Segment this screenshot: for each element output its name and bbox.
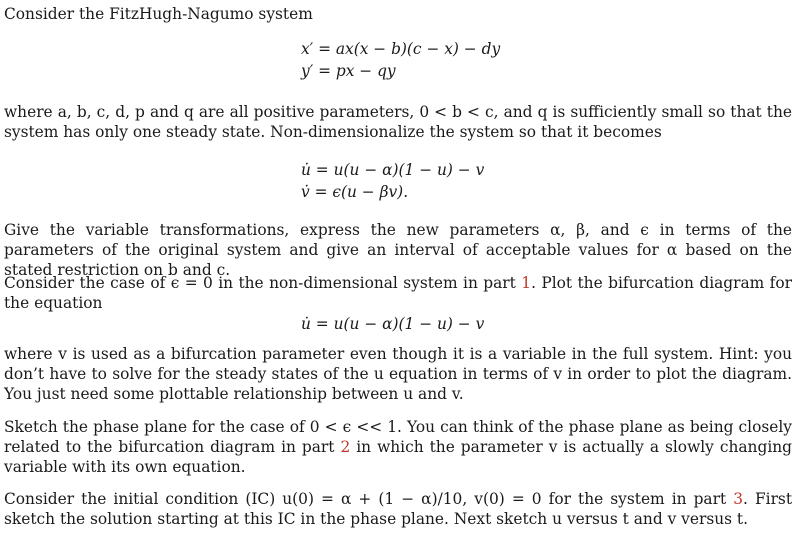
part2-reference-link[interactable]: 1 [521, 274, 532, 292]
nondim-equation-v: v̇ = ϵ(u − βv). [301, 183, 409, 201]
part4-reference-link[interactable]: 3 [733, 490, 744, 508]
part2-equation-block [301, 313, 484, 335]
nondim-equation-u: u̇ = u(u − α)(1 − u) − v [301, 161, 485, 179]
part2-text-b: . Plot the bifurcation diagram for the equation [4, 274, 792, 312]
part2-equation: u̇ = u(u − α)(1 − u) − v [301, 315, 485, 333]
where-text: where a, b, c, d, p and q are all positive parameters, 0 < b < c, and q is sufficiently small so that the system has only one steady state. Non-dimensionalize the system so that it becomes [4, 103, 792, 141]
part4-text-b: . First sketch the solution starting at this IC in the phase plane. Next sketch u versus t and v versus t. [4, 490, 793, 528]
part1-text: Give the variable transformations, express the new parameters α, β, and ϵ in terms of the parameters of the original system and give an interval of acceptable values for α based on the stated restriction on b and c. [4, 221, 792, 279]
part2-text [4, 273, 792, 313]
intro-text: Consider the FitzHugh-Nagumo system [4, 5, 313, 23]
part3-text [4, 417, 792, 477]
part4-text-a: Consider the initial condition (IC) u(0) = α + (1 − α)/10, v(0) = 0 for the system in part [4, 490, 734, 508]
part4-text [4, 489, 792, 529]
system-equation-y: y′ = px − qy [301, 62, 396, 80]
system-equation-x: x′ = ax(x − b)(c − x) − dy [301, 40, 501, 58]
part3-reference-link[interactable]: 2 [340, 438, 351, 456]
part3-text-a: Sketch the phase plane for the case of 0 < ϵ << 1. You can think of the phase plane as being closely related to the bifurcation diagram in part [4, 418, 792, 456]
part2-where-text: where v is used as a bifurcation parameter even though it is a variable in the full system. Hint: you don’t have to solve for the steady states of the u equation in terms of v in order to plot the diagram. You just need some plottable relationship between u and v. [4, 345, 792, 403]
part2-text-a: Consider the case of ϵ = 0 in the non-dimensional system in part [4, 274, 522, 292]
part3-text-b: in which the parameter v is actually a slowly changing variable with its own equation. [4, 438, 793, 476]
original-system-equations [301, 38, 500, 82]
nondimensional-system-equations [301, 159, 484, 203]
